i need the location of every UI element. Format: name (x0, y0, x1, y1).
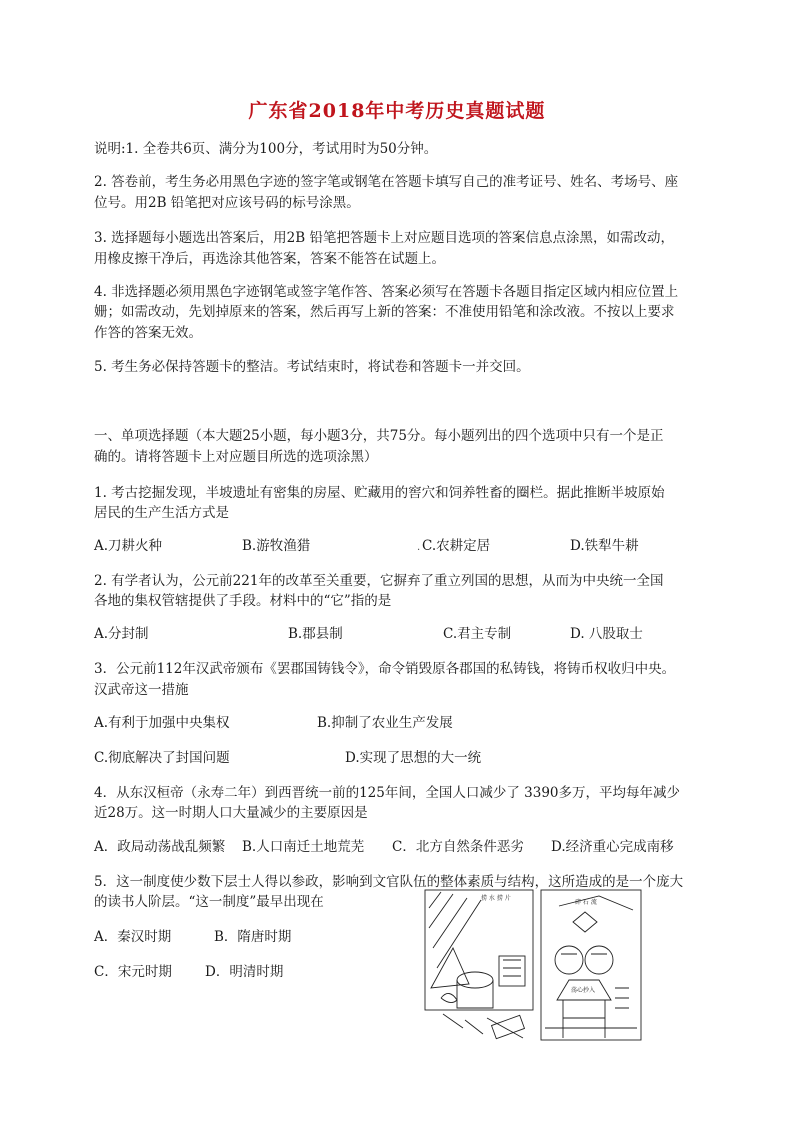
question-stem: 4．从东汉桓帝（永寿二年）到西晋统一前的125年间，全国人口减少了 3390多万，平均每年减少 (94, 785, 681, 801)
option-a: A．秦汉时期 (94, 929, 172, 945)
option-d: D. 八股取士 (570, 626, 643, 642)
option-c: C.君主专制 (443, 626, 512, 642)
question-stem: 近28万。这一时期人口大量减少的主要原因是 (94, 805, 368, 821)
figure-caption: 荡心抄入 (571, 987, 596, 994)
papermaking-illustration (423, 888, 643, 1048)
option-b: B.人口南迁土地荒芜 (242, 839, 365, 855)
option-b: B.游牧渔猎 (242, 538, 311, 554)
instruction-line: 2. 答卷前，考生务必用黑色字迹的签字笔或钢笔在答题卡填写自己的准考证号、姓名、考场号、座 (94, 174, 679, 190)
question-stem: 2. 有学者认为，公元前221年的改革至关重要，它摒弃了重立列国的思想，从而为中央统一全国 (94, 573, 664, 589)
option-b: B.抑制了农业生产发展 (317, 715, 453, 731)
figure-label-right: 碎 石 流 (575, 899, 597, 906)
question-stem: 5．这一制度使少数下层士人得以参政，影响到文官队伍的整体素质与结构，这所造成的是一个庞大 (94, 874, 684, 890)
option-c: C.农耕定居 (422, 538, 491, 554)
instruction-line: 位号。用2B 铅笔把对应该号码的标号涂黑。 (94, 195, 360, 211)
option-a: A.刀耕火种 (94, 538, 163, 554)
stray-mark: . (417, 542, 421, 553)
question-stem: 的读书人阶层。“这一制度”最早出现在 (94, 894, 324, 910)
question-stem: 3．公元前112年汉武帝颁布《罢郡国铸钱令》，命令销毁原各郡国的私铸钱，将铸币权收归中央。 (94, 661, 676, 677)
figure-label-left: 捞 水 捞 片 (481, 895, 511, 902)
option-d: D.铁犁牛耕 (570, 538, 639, 554)
option-d: D.实现了思想的大一统 (345, 750, 482, 766)
question-stem: 各地的集权管辖提供了手段。材料中的“它”指的是 (94, 593, 392, 609)
option-c: C．宋元时期 (94, 964, 172, 980)
instruction-line: 4. 非选择题必须用黑色字迹钢笔或签字笔作答、答案必须写在答题卡各题目指定区域内相应位置上 (94, 284, 679, 300)
section-heading: 确的。请将答题卡上对应题目所选的选项涂黑） (94, 449, 378, 465)
option-a: A．政局动荡战乱频繁 (94, 839, 226, 855)
option-b: B．隋唐时期 (214, 929, 292, 945)
option-c: C.彻底解决了封国问题 (94, 750, 230, 766)
option-a: A.分封制 (94, 626, 149, 642)
instruction-line: 3. 选择题每小题选出答案后，用2B 铅笔把答题卡上对应题目选项的答案信息点涂黑，如需改动， (94, 230, 674, 246)
option-a: A.有利于加强中央集权 (94, 715, 230, 731)
question-stem: 居民的生产生活方式是 (94, 505, 229, 521)
option-c: C．北方自然条件恶劣 (392, 839, 524, 855)
instruction-line: 用橡皮擦干净后，再选涂其他答案，答案不能答在试题上。 (94, 251, 445, 267)
option-b: B.郡县制 (288, 626, 343, 642)
instruction-line: 5. 考生务必保持答题卡的整洁。考试结束时，将试卷和答题卡一并交回。 (94, 359, 530, 375)
section-heading: 一、单项选择题（本大题25小题，每小题3分，共75分。每小题列出的四个选项中只有一个是正 (94, 428, 664, 444)
instruction-line: 说明:1. 全卷共6页、满分为100分，考试用时为50分钟。 (94, 141, 438, 157)
option-d: D.经济重心完成南移 (551, 839, 674, 855)
question-stem: 1. 考古挖掘发现，半坡遗址有密集的房屋、贮藏用的窖穴和饲养牲畜的圈栏。据此推断半坡原始 (94, 485, 665, 501)
instruction-line: 作答的答案无效。 (94, 325, 202, 341)
question-stem: 汉武帝这一措施 (94, 682, 189, 698)
option-d: D．明清时期 (205, 964, 284, 980)
instruction-line: 姗；如需改动，先划掉原来的答案，然后再写上新的答案：不准使用铅笔和涂改液。不按以上要求 (94, 304, 675, 320)
page-title: 广东省2018年中考历史真题试题 (248, 100, 546, 122)
